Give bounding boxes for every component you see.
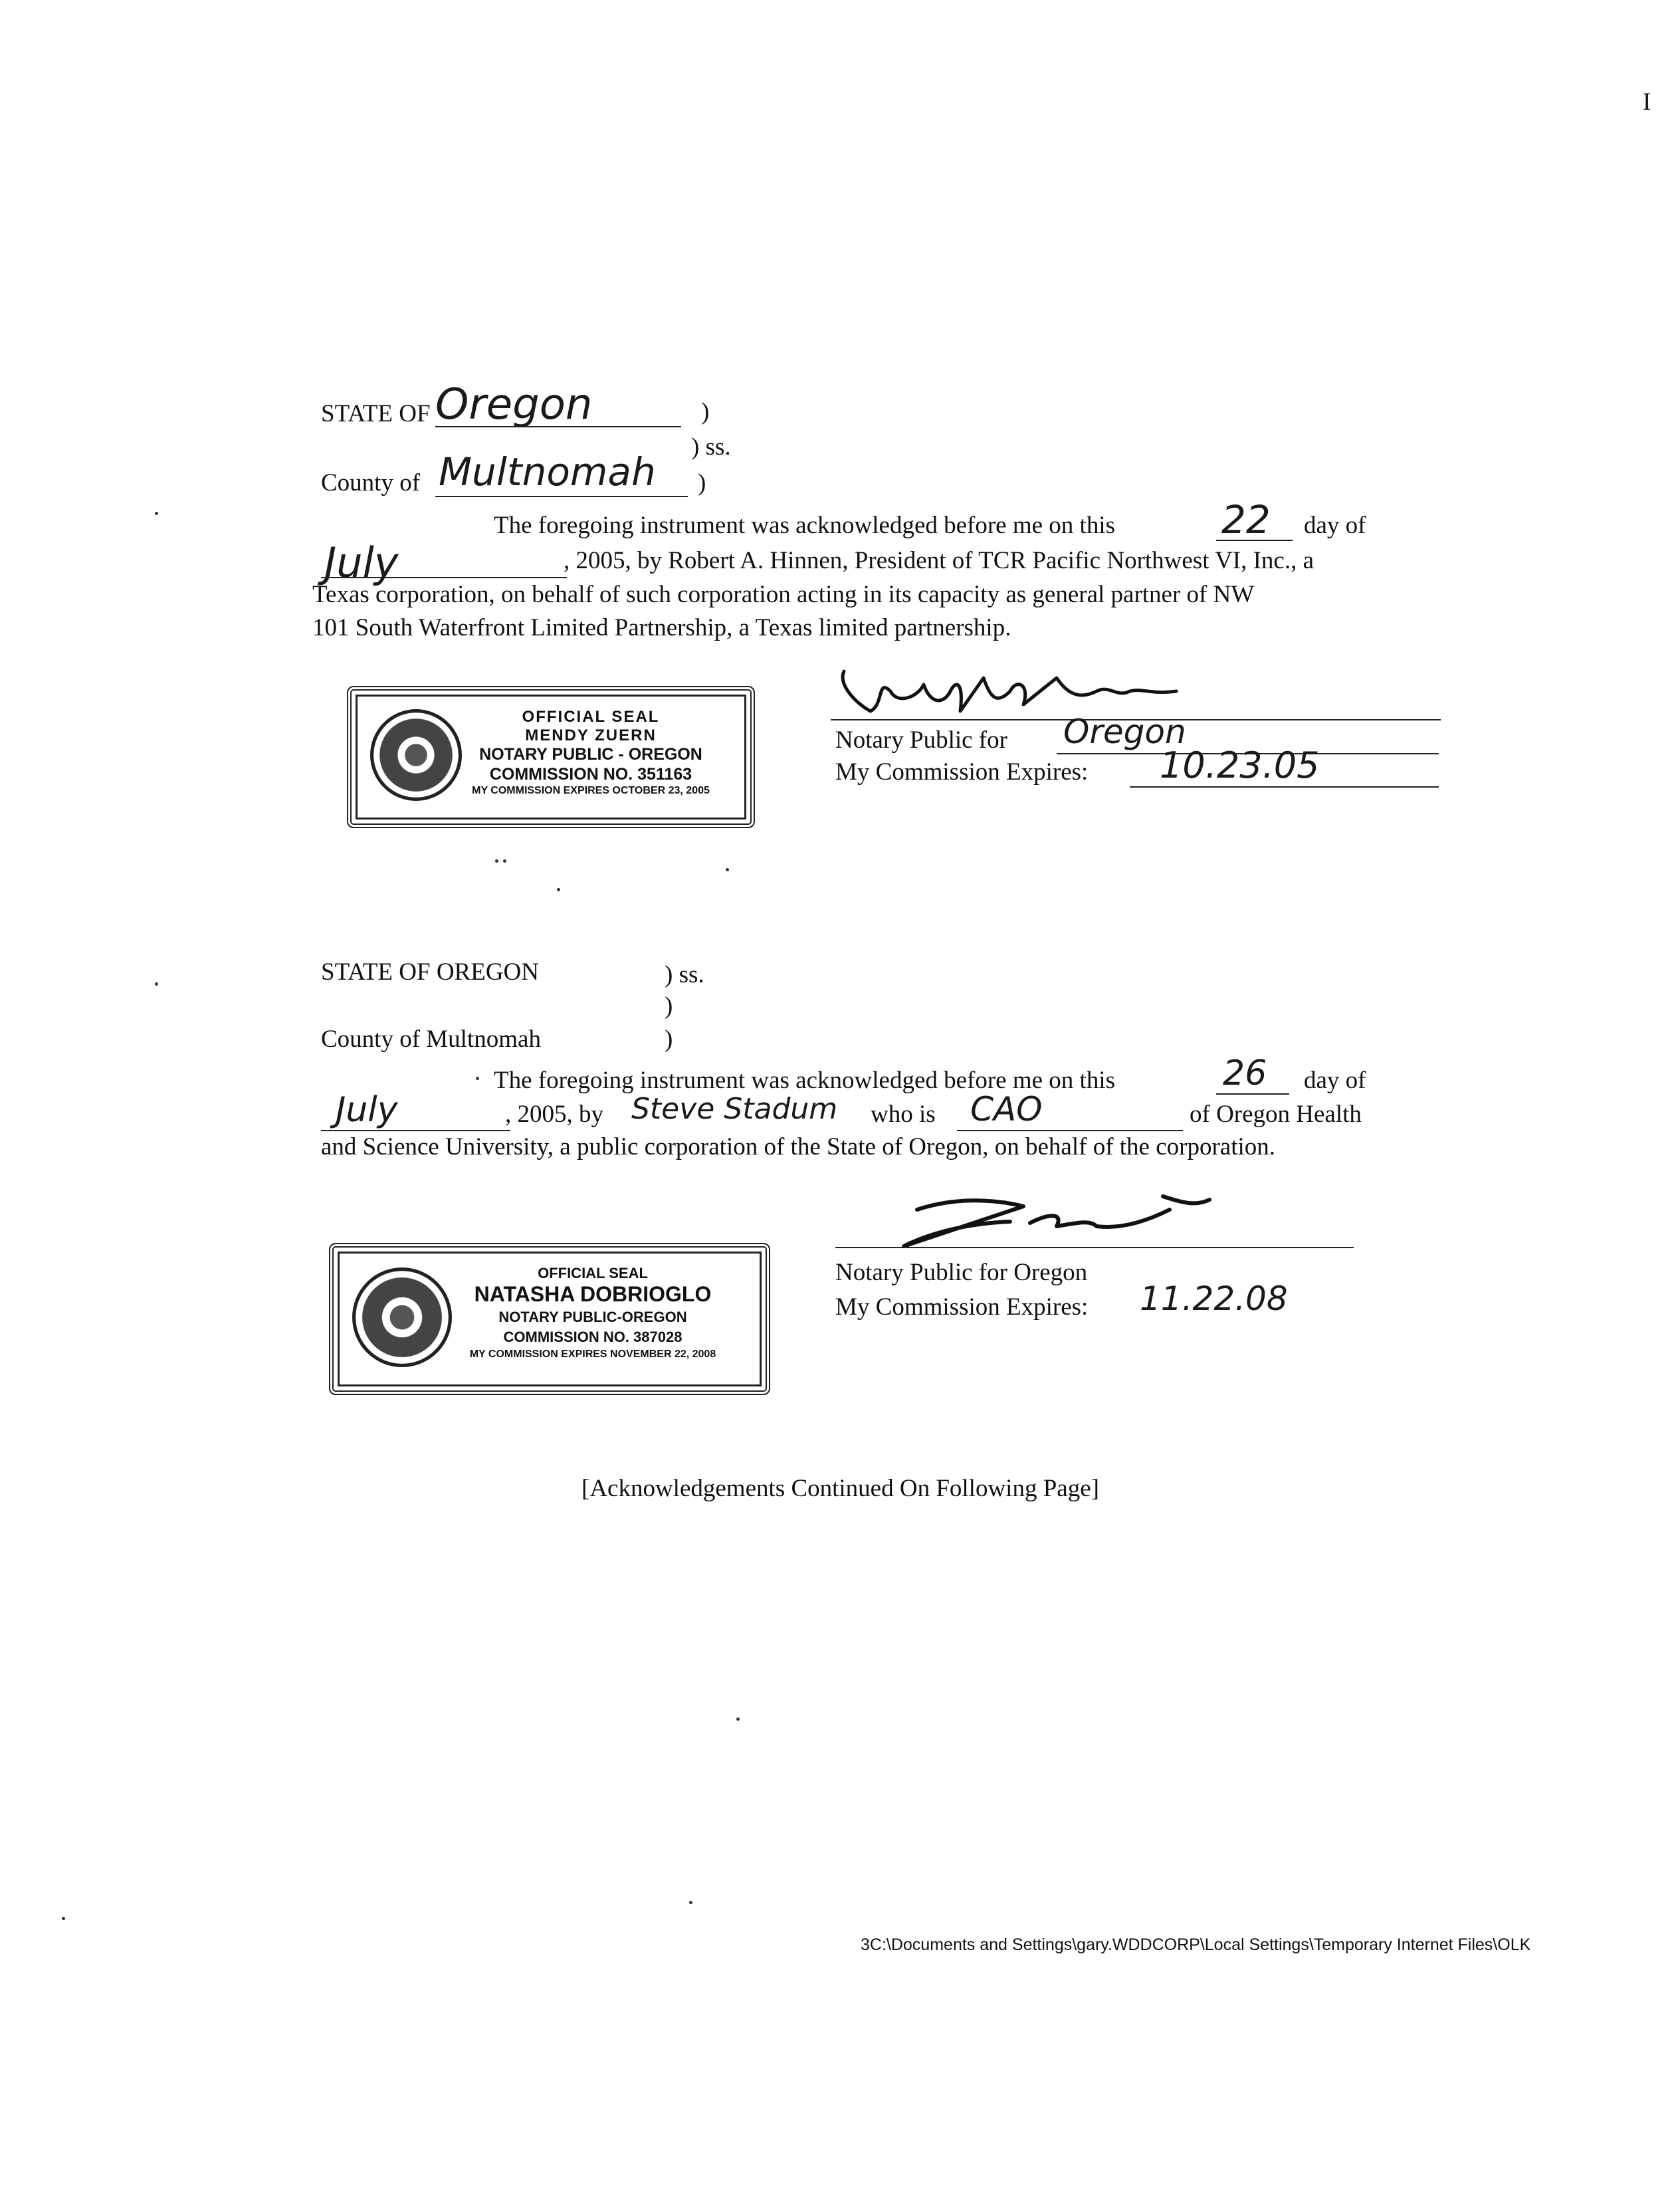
by-text: , 2005, by [505,1101,603,1128]
notary-public-label: Notary Public for [835,726,1007,754]
commission-label: My Commission Expires: [835,758,1089,786]
ss-label: ) ss. [691,433,731,461]
of-ohsu: of Oregon Health [1190,1101,1362,1128]
para-line-3: Texas corporation, on behalf of such corporation acting in its capacity as general partner of NW [312,581,1255,608]
seal-emblem [352,1267,452,1367]
footer-file-path: 3C:\Documents and Settings\gary.WDDCORP\Local Settings\Temporary Internet Files\OLK [861,1935,1531,1954]
day-handwritten: 26 [1223,1053,1267,1093]
commission-date-handwritten: 10.23.05 [1160,744,1320,786]
seal-text: COMMISSION NO. 387028 [503,1329,682,1345]
notary-seal-2 [329,1243,770,1395]
seal-text: NOTARY PUBLIC-OREGON [498,1309,687,1325]
name-handwritten: Steve Stadum [631,1092,838,1126]
state-underline [435,426,681,427]
day-of: day of [1304,512,1366,539]
continued-note: [Acknowledgements Continued On Following Page] [581,1475,1099,1502]
day-underline [1216,1093,1289,1095]
county-label: County of Multnomah [321,1026,541,1053]
paren: ) [665,1026,673,1053]
corner-mark: I [1643,88,1651,116]
para-line-2: , 2005, by Robert A. Hinnen, President of TCR Pacific Northwest VI, Inc., a [564,547,1314,574]
county-label: County of [321,469,421,496]
ss-label: ) ss. [665,961,704,988]
title-handwritten: CAO [970,1090,1043,1129]
seal-text: NATASHA DOBRIOGLO [474,1282,712,1306]
notary-seal-1 [347,686,755,828]
state-label: STATE OF OREGON [321,958,539,986]
para-line-1: The foregoing instrument was acknowledged before me on this [494,512,1116,539]
commission-label: My Commission Expires: [835,1293,1089,1321]
paren: ) [665,992,673,1020]
state-label: STATE OF [321,400,431,427]
signature-line [835,1247,1354,1248]
seal-emblem [370,709,462,801]
para-line-4: 101 South Waterfront Limited Partnership, a Texas limited partnership. [312,614,1011,641]
seal-text: OFFICIAL SEAL [538,1265,648,1281]
scan-speck [557,888,560,891]
month-underline [321,577,567,578]
state-handwritten: Oregon [435,380,593,429]
paren: ) [698,469,706,496]
day-handwritten: 22 [1221,497,1271,542]
scan-speck [155,982,158,986]
seal-text: COMMISSION NO. 351163 [489,765,692,784]
commission-underline [1130,786,1439,788]
day-underline [1216,540,1293,541]
scan-speck [62,1917,65,1920]
title-underline [957,1130,1183,1131]
scan-speck [689,1901,692,1904]
county-underline [435,496,688,497]
scan-speck [495,859,498,863]
scan-speck [476,1077,479,1080]
month-handwritten: July [336,1090,398,1130]
scan-speck [736,1717,740,1721]
para-line-1: The foregoing instrument was acknowledged before me on this [494,1067,1116,1094]
seal-text: OFFICIAL SEAL [522,708,660,726]
scan-speck [155,512,158,515]
commission-date-handwritten: 11.22.08 [1140,1279,1288,1318]
day-of: day of [1304,1067,1366,1094]
county-handwritten: Multnomah [439,449,656,494]
para-line-3: and Science University, a public corporation of the State of Oregon, on behalf of the corporation. [321,1133,1276,1160]
scan-speck [503,859,506,863]
notary-signature-2 [877,1183,1223,1256]
month-underline [321,1130,510,1131]
seal-text: MY COMMISSION EXPIRES OCTOBER 23, 2005 [472,785,710,796]
seal-text: NOTARY PUBLIC - OREGON [479,745,702,764]
notary-state-handwritten: Oregon [1063,712,1186,751]
who-is: who is [871,1101,936,1128]
scan-speck [726,868,729,871]
seal-text: MY COMMISSION EXPIRES NOVEMBER 22, 2008 [469,1349,716,1360]
paren: ) [701,398,710,425]
notary-public-label: Notary Public for Oregon [835,1259,1088,1286]
month-handwritten: July [324,538,399,587]
seal-text: MENDY ZUERN [525,726,657,744]
